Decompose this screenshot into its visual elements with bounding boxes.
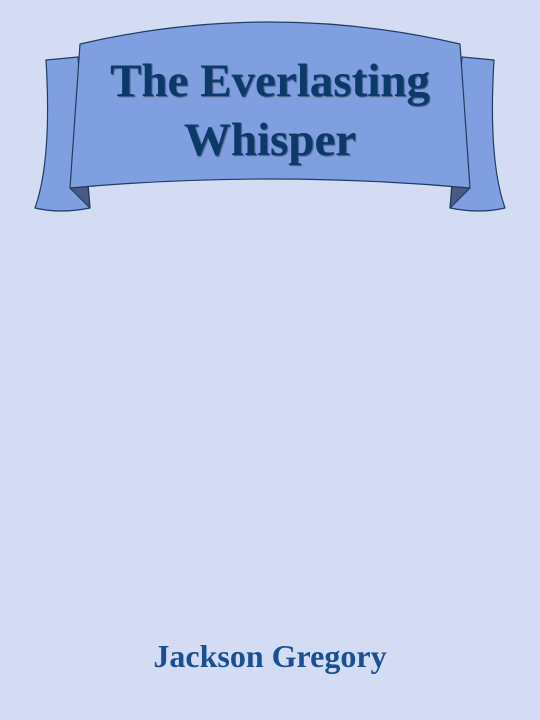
book-title: [70, 52, 470, 170]
title-line-1: The Everlasting: [110, 55, 430, 107]
book-author: Jackson Gregory: [153, 638, 387, 674]
title-line-2: Whisper: [183, 114, 357, 166]
